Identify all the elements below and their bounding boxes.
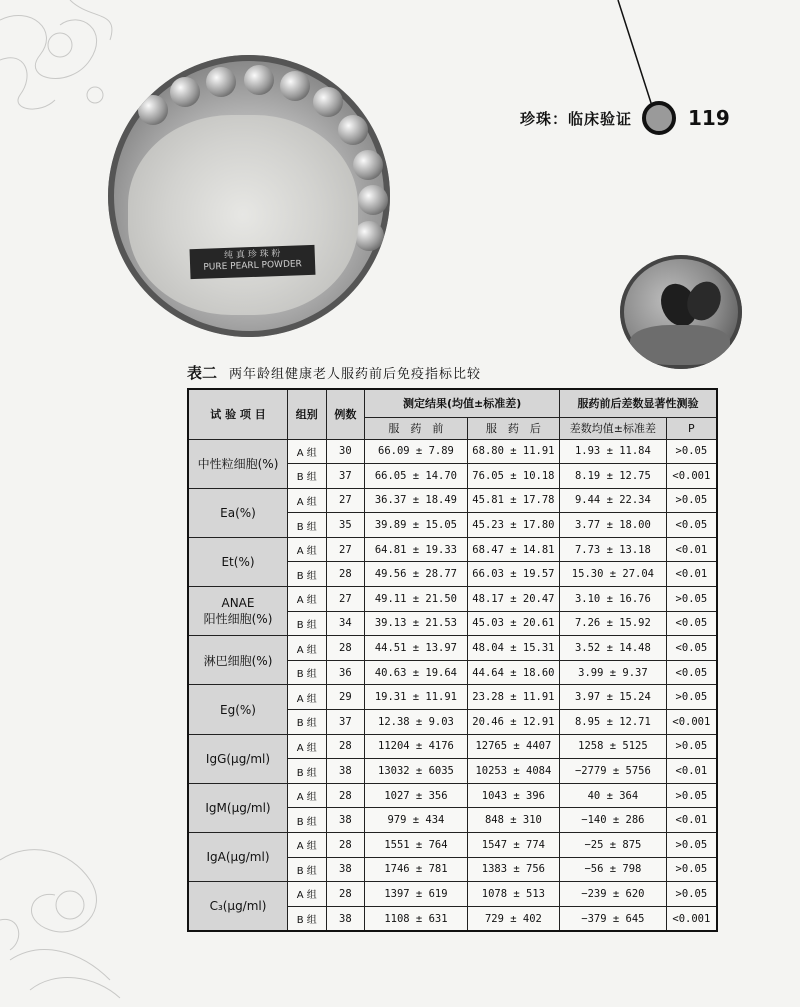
after-cell: 1043 ± 396: [467, 783, 559, 808]
diff-cell: 7.73 ± 13.18: [560, 537, 667, 562]
diff-cell: 15.30 ± 27.04: [560, 562, 667, 587]
after-cell: 1383 ± 756: [467, 857, 559, 882]
after-cell: 12765 ± 4407: [467, 734, 559, 759]
after-cell: 45.03 ± 20.61: [467, 611, 559, 636]
group-cell: A 组: [288, 685, 327, 710]
test-item-cell: ANAE 阳性细胞(%): [188, 587, 288, 636]
after-cell: 48.04 ± 15.31: [467, 636, 559, 661]
header-diff: 差数均值±标准差: [560, 417, 667, 439]
count-cell: 38: [326, 906, 365, 931]
product-label-chinese: 纯 真 珍 珠 粉: [223, 249, 281, 261]
count-cell: 38: [326, 808, 365, 833]
p-value-cell: <0.05: [666, 513, 717, 538]
before-cell: 49.56 ± 28.77: [365, 562, 468, 587]
before-cell: 19.31 ± 11.91: [365, 685, 468, 710]
group-cell: B 组: [288, 906, 327, 931]
p-value-cell: <0.01: [666, 537, 717, 562]
test-item-cell: IgG(μg/ml): [188, 734, 288, 783]
before-cell: 64.81 ± 19.33: [365, 537, 468, 562]
before-cell: 40.63 ± 19.64: [365, 660, 468, 685]
test-item-cell: 中性粒细胞(%): [188, 439, 288, 488]
diff-cell: −239 ± 620: [560, 882, 667, 907]
before-cell: 49.11 ± 21.50: [365, 587, 468, 612]
after-cell: 76.05 ± 10.18: [467, 464, 559, 489]
after-cell: 68.47 ± 14.81: [467, 537, 559, 562]
count-cell: 34: [326, 611, 365, 636]
pearl-powder-photo: [108, 55, 390, 337]
diff-cell: 3.52 ± 14.48: [560, 636, 667, 661]
diff-cell: 7.26 ± 15.92: [560, 611, 667, 636]
before-cell: 39.89 ± 15.05: [365, 513, 468, 538]
after-cell: 48.17 ± 20.47: [467, 587, 559, 612]
diff-cell: 40 ± 364: [560, 783, 667, 808]
group-cell: B 组: [288, 808, 327, 833]
p-value-cell: <0.05: [666, 636, 717, 661]
p-value-cell: >0.05: [666, 685, 717, 710]
p-value-cell: >0.05: [666, 587, 717, 612]
after-cell: 729 ± 402: [467, 906, 559, 931]
p-value-cell: <0.01: [666, 808, 717, 833]
after-cell: 848 ± 310: [467, 808, 559, 833]
count-cell: 37: [326, 464, 365, 489]
table-row: [188, 833, 717, 858]
table-caption: [187, 362, 481, 383]
header-group: 组别: [288, 389, 327, 439]
count-cell: 30: [326, 439, 365, 464]
page-number: 119: [688, 106, 730, 130]
group-cell: B 组: [288, 464, 327, 489]
product-label-english: PURE PEARL POWDER: [203, 259, 303, 273]
diff-cell: 8.19 ± 12.75: [560, 464, 667, 489]
test-item-cell: IgM(μg/ml): [188, 783, 288, 832]
p-value-cell: >0.05: [666, 882, 717, 907]
before-cell: 1027 ± 356: [365, 783, 468, 808]
group-cell: B 组: [288, 857, 327, 882]
after-cell: 1547 ± 774: [467, 833, 559, 858]
after-cell: 45.23 ± 17.80: [467, 513, 559, 538]
p-value-cell: >0.05: [666, 734, 717, 759]
group-cell: A 组: [288, 734, 327, 759]
group-cell: B 组: [288, 660, 327, 685]
count-cell: 28: [326, 882, 365, 907]
table-caption-label: 表二: [187, 364, 218, 382]
group-cell: A 组: [288, 587, 327, 612]
count-cell: 38: [326, 857, 365, 882]
before-cell: 11204 ± 4176: [365, 734, 468, 759]
p-value-cell: <0.001: [666, 464, 717, 489]
count-cell: 29: [326, 685, 365, 710]
p-value-cell: >0.05: [666, 833, 717, 858]
before-cell: 979 ± 434: [365, 808, 468, 833]
table-caption-text: 两年龄组健康老人服药前后免疫指标比较: [229, 367, 482, 382]
table-row: [188, 636, 717, 661]
group-cell: B 组: [288, 562, 327, 587]
group-cell: A 组: [288, 439, 327, 464]
p-value-cell: <0.05: [666, 611, 717, 636]
group-cell: A 组: [288, 882, 327, 907]
diff-cell: 3.77 ± 18.00: [560, 513, 667, 538]
after-cell: 23.28 ± 11.91: [467, 685, 559, 710]
table-row: [188, 587, 717, 612]
group-cell: A 组: [288, 488, 327, 513]
page-header: [520, 103, 730, 133]
decorative-pattern-bottom: [0, 820, 140, 1000]
count-cell: 28: [326, 562, 365, 587]
test-item-cell: 淋巴细胞(%): [188, 636, 288, 685]
group-cell: B 组: [288, 513, 327, 538]
count-cell: 35: [326, 513, 365, 538]
count-cell: 38: [326, 759, 365, 784]
group-cell: A 组: [288, 783, 327, 808]
header-circle-mark: [642, 101, 676, 135]
after-cell: 68.80 ± 11.91: [467, 439, 559, 464]
butterfly-photo: [620, 255, 742, 369]
header-count: 例数: [326, 389, 365, 439]
before-cell: 13032 ± 6035: [365, 759, 468, 784]
diff-cell: −2779 ± 5756: [560, 759, 667, 784]
p-value-cell: <0.01: [666, 562, 717, 587]
diff-cell: 1258 ± 5125: [560, 734, 667, 759]
before-cell: 12.38 ± 9.03: [365, 710, 468, 735]
before-cell: 39.13 ± 21.53: [365, 611, 468, 636]
diff-cell: 3.10 ± 16.76: [560, 587, 667, 612]
p-value-cell: >0.05: [666, 488, 717, 513]
before-cell: 1551 ± 764: [365, 833, 468, 858]
p-value-cell: >0.05: [666, 439, 717, 464]
after-cell: 1078 ± 513: [467, 882, 559, 907]
count-cell: 28: [326, 833, 365, 858]
diff-cell: 3.97 ± 15.24: [560, 685, 667, 710]
after-cell: 45.81 ± 17.78: [467, 488, 559, 513]
p-value-cell: >0.05: [666, 783, 717, 808]
test-item-cell: Et(%): [188, 537, 288, 586]
before-cell: 1108 ± 631: [365, 906, 468, 931]
table-row: [188, 439, 717, 464]
diff-cell: 3.99 ± 9.37: [560, 660, 667, 685]
chapter-title: 珍珠：临床验证: [520, 109, 633, 128]
test-item-cell: IgA(μg/ml): [188, 833, 288, 882]
immune-index-table: [187, 388, 718, 932]
after-cell: 66.03 ± 19.57: [467, 562, 559, 587]
before-cell: 1397 ± 619: [365, 882, 468, 907]
table-row: [188, 685, 717, 710]
count-cell: 36: [326, 660, 365, 685]
group-cell: B 组: [288, 710, 327, 735]
p-value-cell: <0.05: [666, 660, 717, 685]
diff-cell: 8.95 ± 12.71: [560, 710, 667, 735]
diff-cell: −379 ± 645: [560, 906, 667, 931]
count-cell: 27: [326, 537, 365, 562]
diff-cell: −140 ± 286: [560, 808, 667, 833]
group-cell: A 组: [288, 833, 327, 858]
p-value-cell: <0.001: [666, 906, 717, 931]
count-cell: 28: [326, 734, 365, 759]
group-cell: A 组: [288, 537, 327, 562]
header-diff-title: 服药前后差数显著性测验: [560, 389, 717, 417]
header-before: 服 药 前: [365, 417, 468, 439]
after-cell: 10253 ± 4084: [467, 759, 559, 784]
before-cell: 36.37 ± 18.49: [365, 488, 468, 513]
table-row: [188, 734, 717, 759]
table-row: [188, 488, 717, 513]
test-item-cell: Eg(%): [188, 685, 288, 734]
diff-cell: 1.93 ± 11.84: [560, 439, 667, 464]
product-label-plate: [190, 245, 316, 279]
p-value-cell: <0.001: [666, 710, 717, 735]
before-cell: 66.09 ± 7.89: [365, 439, 468, 464]
before-cell: 44.51 ± 13.97: [365, 636, 468, 661]
after-cell: 20.46 ± 12.91: [467, 710, 559, 735]
count-cell: 28: [326, 636, 365, 661]
count-cell: 37: [326, 710, 365, 735]
p-value-cell: <0.01: [666, 759, 717, 784]
table-row: [188, 783, 717, 808]
group-cell: B 组: [288, 759, 327, 784]
p-value-cell: >0.05: [666, 857, 717, 882]
header-p: P: [666, 417, 717, 439]
diff-cell: 9.44 ± 22.34: [560, 488, 667, 513]
count-cell: 28: [326, 783, 365, 808]
header-after: 服 药 后: [467, 417, 559, 439]
count-cell: 27: [326, 587, 365, 612]
before-cell: 66.05 ± 14.70: [365, 464, 468, 489]
count-cell: 27: [326, 488, 365, 513]
before-cell: 1746 ± 781: [365, 857, 468, 882]
table-row: [188, 882, 717, 907]
test-item-cell: Ea(%): [188, 488, 288, 537]
header-measure: 测定结果(均值±标准差): [365, 389, 560, 417]
header-item: 试 验 项 目: [188, 389, 288, 439]
group-cell: A 组: [288, 636, 327, 661]
diff-cell: −25 ± 875: [560, 833, 667, 858]
test-item-cell: C₃(μg/ml): [188, 882, 288, 932]
group-cell: B 组: [288, 611, 327, 636]
table-row: [188, 537, 717, 562]
diff-cell: −56 ± 798: [560, 857, 667, 882]
after-cell: 44.64 ± 18.60: [467, 660, 559, 685]
